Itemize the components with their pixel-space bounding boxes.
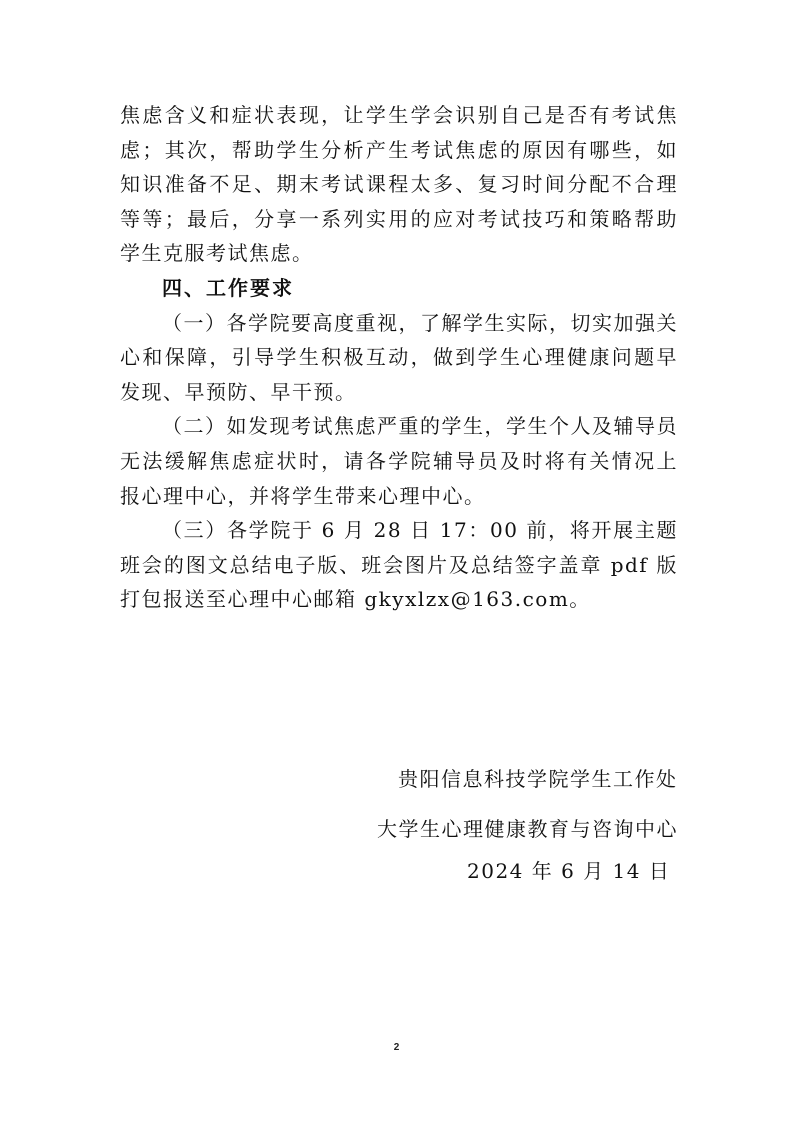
paragraph-exam-anxiety-intro: 焦虑含义和症状表现，让学生学会识别自己是否有考试焦虑；其次，帮助学生分析产生考试焦虑的原因有哪些，如知识准备不足、期末考试课程太多、复习时间分配不合理等等；最后，分享一系列实用的应对考试技巧和策略帮助学生克服考试焦虑。 [120,103,678,266]
paragraph-requirement-1: （一）各学院要高度重视，了解学生实际，切实加强关心和保障，引导学生积极互动，做到学生心理健康问题早发现、早预防、早干预。 [120,310,678,404]
signature-date: 2024 年 6 月 14 日 [467,859,671,883]
document-body [120,98,678,617]
section-heading-work-requirements: 四、工作要求 [162,275,294,300]
page-number: 2 [393,1042,400,1053]
paragraph-requirement-2: （二）如发现考试焦虑严重的学生，学生个人及辅导员无法缓解焦虑症状时，请各学院辅导员及时将有关情况上报心理中心，并将学生带来心理中心。 [120,414,678,508]
signature-center: 大学生心理健康教育与咨询中心 [377,817,678,841]
paragraph-requirement-3: （三）各学院于 6 月 28 日 17：00 前，将开展主题班会的图文总结电子版、班会图片及总结签字盖章 pdf 版打包报送至心理中心邮箱 gkyxlzx@163.com。 [120,518,678,612]
signature-office: 贵阳信息科技学院学生工作处 [398,767,678,791]
